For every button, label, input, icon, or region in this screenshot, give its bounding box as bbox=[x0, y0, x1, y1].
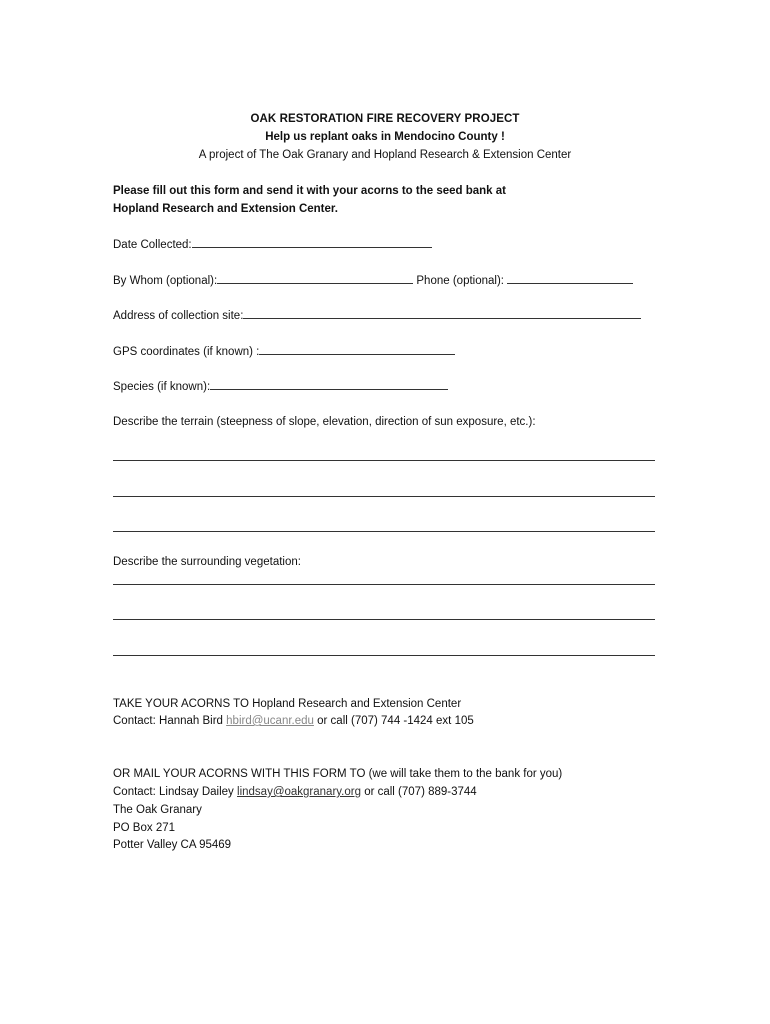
date-collected-field[interactable] bbox=[192, 237, 432, 248]
mail-contact-name: Contact: Lindsay Dailey bbox=[113, 786, 234, 798]
vegetation-line-1[interactable] bbox=[113, 584, 655, 585]
mail-contact-phone: or call (707) 889-3744 bbox=[364, 786, 477, 798]
gps-field[interactable] bbox=[259, 344, 455, 355]
mail-city: Potter Valley CA 95469 bbox=[113, 839, 232, 851]
vegetation-label: Describe the surrounding vegetation: bbox=[113, 556, 301, 568]
terrain-line-1[interactable] bbox=[113, 460, 655, 461]
lindsay-email-link[interactable]: lindsay@oakgranary.org bbox=[237, 786, 361, 798]
form-subtitle: Help us replant oaks in Mendocino County ! bbox=[265, 131, 505, 143]
take-acorns-line: TAKE YOUR ACORNS TO Hopland Research and Extension Center bbox=[113, 698, 462, 710]
terrain-line-2[interactable] bbox=[113, 496, 655, 497]
hbird-email-link[interactable]: hbird@ucanr.edu bbox=[226, 715, 314, 727]
date-collected-label: Date Collected: bbox=[113, 239, 192, 251]
address-label: Address of collection site: bbox=[113, 310, 244, 322]
terrain-label: Describe the terrain (steepness of slope, elevation, direction of sun exposure, etc.): bbox=[113, 416, 536, 428]
by-whom-row bbox=[113, 273, 633, 288]
by-whom-field[interactable] bbox=[217, 273, 413, 284]
project-line: A project of The Oak Granary and Hopland Research & Extension Center bbox=[198, 149, 572, 161]
species-row bbox=[113, 379, 448, 394]
phone-field[interactable] bbox=[507, 273, 633, 284]
vegetation-line-3[interactable] bbox=[113, 655, 655, 656]
address-field[interactable] bbox=[243, 308, 641, 319]
phone-label: Phone (optional): bbox=[416, 275, 504, 287]
gps-label: GPS coordinates (if known) : bbox=[113, 346, 260, 358]
instructions-line-2: Hopland Research and Extension Center. bbox=[113, 203, 338, 215]
address-row bbox=[113, 308, 641, 323]
mail-po-box: PO Box 271 bbox=[113, 822, 176, 834]
by-whom-label: By Whom (optional): bbox=[113, 275, 218, 287]
species-field[interactable] bbox=[210, 379, 448, 390]
species-label: Species (if known): bbox=[113, 381, 211, 393]
take-contact-row bbox=[113, 714, 474, 728]
date-collected-row bbox=[113, 237, 432, 252]
mail-contact-row bbox=[113, 785, 477, 799]
mail-org: The Oak Granary bbox=[113, 804, 202, 816]
terrain-line-3[interactable] bbox=[113, 531, 655, 532]
gps-row bbox=[113, 344, 455, 359]
vegetation-line-2[interactable] bbox=[113, 619, 655, 620]
instructions-line-1: Please fill out this form and send it with your acorns to the seed bank at bbox=[113, 185, 506, 197]
take-contact-name: Contact: Hannah Bird bbox=[113, 715, 223, 727]
take-contact-phone: or call (707) 744 -1424 ext 105 bbox=[317, 715, 474, 727]
mail-acorns-line: OR MAIL YOUR ACORNS WITH THIS FORM TO (we will take them to the bank for you) bbox=[113, 768, 563, 780]
form-title: OAK RESTORATION FIRE RECOVERY PROJECT bbox=[250, 113, 520, 125]
